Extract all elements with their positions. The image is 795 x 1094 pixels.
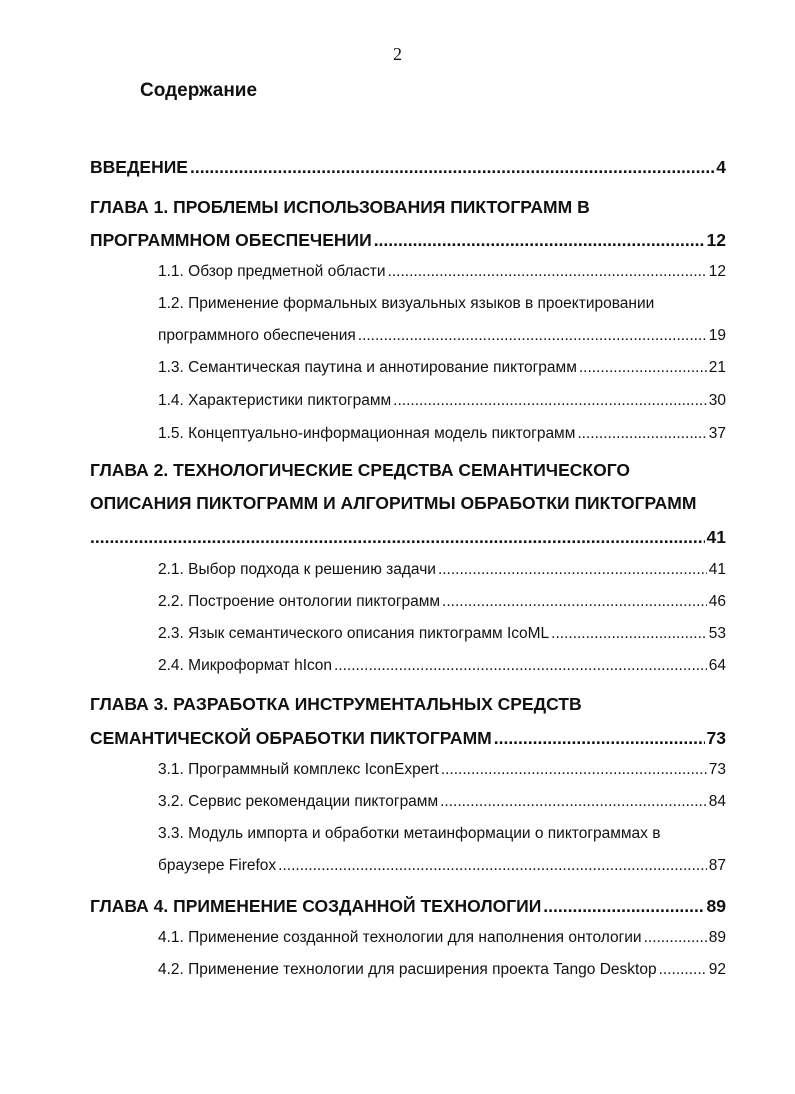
toc-entry-3-3-cont[interactable]: браузере Firefox ..... 87: [158, 857, 726, 875]
toc-entry-3-3[interactable]: 3.3. Модуль импорта и обработки метаинформации о пиктограммах в: [158, 825, 661, 842]
toc-entry-1-2[interactable]: 1.2. Применение формальных визуальных языков в проектировании: [158, 295, 655, 312]
page-number: 2: [393, 44, 402, 64]
toc-entry-intro[interactable]: ВВЕДЕНИЕ ..... 4: [90, 157, 726, 178]
toc-entry-chapter-2[interactable]: ГЛАВА 2. ТЕХНОЛОГИЧЕСКИЕ СРЕДСТВА СЕМАНТИЧЕСКОГО: [90, 460, 631, 480]
toc-entry-1-3[interactable]: 1.3. Семантическая паутина и аннотирование пиктограмм ..... 21: [158, 359, 726, 377]
toc-entry-2-3[interactable]: 2.3. Язык семантического описания пиктограмм IcoML ..... 53: [158, 625, 726, 643]
toc-entry-chapter-1[interactable]: ГЛАВА 1. ПРОБЛЕМЫ ИСПОЛЬЗОВАНИЯ ПИКТОГРАММ В: [90, 197, 590, 217]
toc-entry-1-1[interactable]: 1.1. Обзор предметной области ..... 12: [158, 263, 726, 281]
toc-entry-3-2[interactable]: 3.2. Сервис рекомендации пиктограмм ..... 84: [158, 793, 726, 811]
toc-entry-1-4[interactable]: 1.4. Характеристики пиктограмм ..... 30: [158, 392, 726, 410]
toc-entry-chapter-2-cont[interactable]: ОПИСАНИЯ ПИКТОГРАММ И АЛГОРИТМЫ ОБРАБОТКИ ПИКТОГРАММ: [90, 493, 697, 513]
toc-entry-1-2-cont[interactable]: программного обеспечения ..... 19: [158, 327, 726, 345]
toc-entry-chapter-3[interactable]: ГЛАВА 3. РАЗРАБОТКА ИНСТРУМЕНТАЛЬНЫХ СРЕДСТВ: [90, 694, 582, 714]
toc-entry-4-1[interactable]: 4.1. Применение созданной технологии для наполнения онтологии ..... 89: [158, 929, 726, 947]
toc-entry-4-2[interactable]: 4.2. Применение технологии для расширения проекта Tango Desktop ..... 92: [158, 961, 726, 979]
toc-entry-2-1[interactable]: 2.1. Выбор подхода к решению задачи ..... 41: [158, 561, 726, 579]
toc-entry-chapter-4[interactable]: ГЛАВА 4. ПРИМЕНЕНИЕ СОЗДАННОЙ ТЕХНОЛОГИИ ..... 89: [90, 896, 726, 917]
toc-entry-1-5[interactable]: 1.5. Концептуально-информационная модель пиктограмм ..... 37: [158, 425, 726, 443]
toc-entry-2-4[interactable]: 2.4. Микроформат hIcon ..... 64: [158, 657, 726, 675]
toc-entry-2-2[interactable]: 2.2. Построение онтологии пиктограмм ..... 46: [158, 593, 726, 611]
toc-entry-chapter-2-page[interactable]: ..... 41: [90, 527, 726, 548]
toc-title: Содержание: [140, 80, 258, 101]
toc-entry-chapter-3-cont[interactable]: СЕМАНТИЧЕСКОЙ ОБРАБОТКИ ПИКТОГРАММ ..... 73: [90, 728, 726, 749]
toc-entry-chapter-1-cont[interactable]: ПРОГРАММНОМ ОБЕСПЕЧЕНИИ ..... 12: [90, 230, 726, 251]
toc-entry-3-1[interactable]: 3.1. Программный комплекс IconExpert ..... 73: [158, 761, 726, 779]
